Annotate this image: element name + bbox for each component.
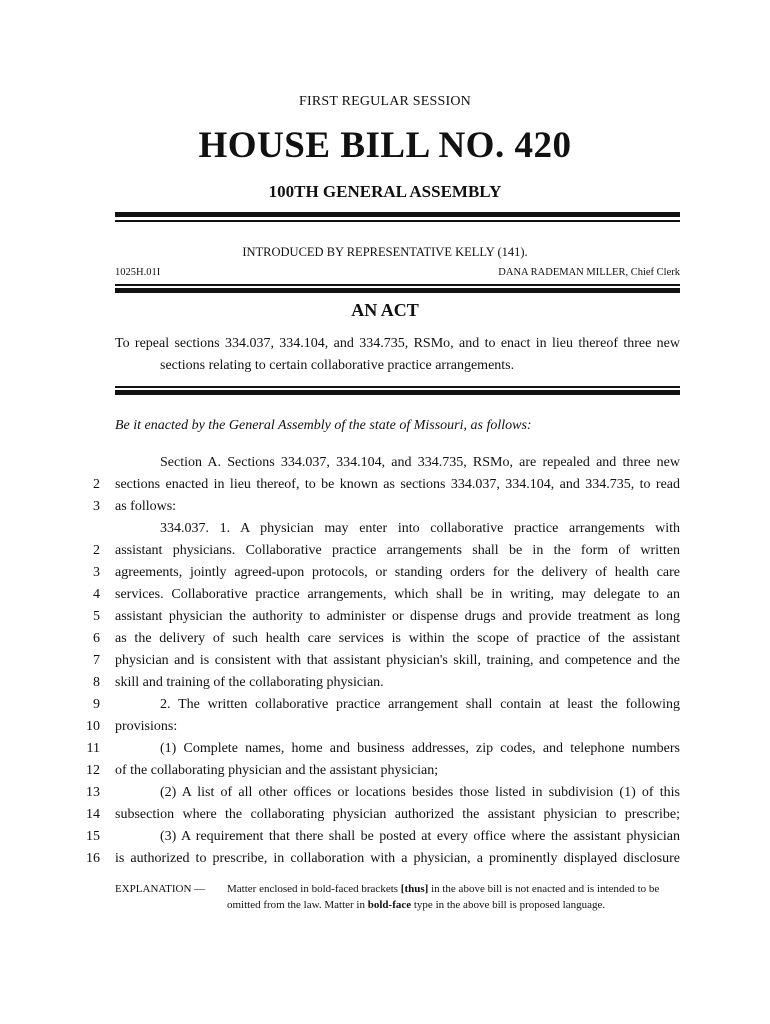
line-text: (1) Complete names, home and business addresses, zip codes, and telephone numbers [160,741,680,756]
bill-line [0,738,770,760]
act-heading: AN ACT [351,300,419,320]
bracket-example: [thus] [400,883,429,895]
line-text: as follows: [115,499,177,514]
line-text: 334.037. 1. A physician may enter into collaborative practice arrangements with [160,521,680,536]
bill-line [0,562,770,584]
bill-line [0,452,770,474]
line-number: 5 [93,609,100,624]
line-text: as the delivery of such health care services is within the scope of practice of the assistant [115,631,680,646]
chief-clerk: DANA RADEMAN MILLER, Chief Clerk [498,267,680,278]
explanation-text-part-3: type in the above bill is proposed language. [411,899,606,911]
assembly-heading: 100TH GENERAL ASSEMBLY [268,182,502,201]
bill-line [0,650,770,672]
line-text: (3) A requirement that there shall be posted at every office where the assistant physician [160,829,680,844]
session-heading: FIRST REGULAR SESSION [299,94,471,109]
clerk-rule-thick [115,288,680,293]
line-number: 16 [86,851,100,866]
bill-line [0,672,770,694]
bold-example: bold-face [367,899,412,911]
line-text: sections enacted in lieu thereof, to be known as sections 334.037, 334.104, and 334.735, to read [115,477,680,492]
bill-code: 1025H.01I [115,267,161,278]
line-text: provisions: [115,719,178,734]
line-text: is authorized to prescribe, in collaboration with a physician, a prominently displayed disclosure [115,851,680,866]
bill-line [0,760,770,782]
title-rule-thick [115,390,680,395]
line-number: 6 [93,631,100,646]
bill-line [0,716,770,738]
bill-line [0,848,770,870]
bill-line [0,496,770,518]
line-text: assistant physician the authority to administer or dispense drugs and provide treatment as long [115,609,680,624]
line-text: agreements, jointly agreed-upon protocols, or standing orders for the delivery of health care [115,565,680,580]
bill-line [0,804,770,826]
bill-line [0,628,770,650]
line-text: services. Collaborative practice arrangements, which shall be in writing, may delegate to an [115,587,680,602]
line-text: subsection where the collaborating physician authorized the assistant physician to prescribe; [115,807,680,822]
explanation-text-part-1: Matter enclosed in bold-faced brackets [227,883,401,895]
line-text: Section A. Sections 334.037, 334.104, and 334.735, RSMo, are repealed and three new [160,455,680,470]
explanation-label: EXPLANATION — [115,883,206,895]
line-number: 14 [86,807,100,822]
act-title-line-1: To repeal sections 334.037, 334.104, and 334.735, RSMo, and to enact in lieu thereof three new [115,336,680,351]
line-number: 7 [93,653,100,668]
bill-line [0,518,770,540]
act-title-line-2: sections relating to certain collaborative practice arrangements. [160,358,515,373]
explanation-text [227,881,680,913]
enacting-clause: Be it enacted by the General Assembly of the state of Missouri, as follows: [115,418,532,433]
line-number: 8 [93,675,100,690]
header-rule-thick [115,212,680,217]
line-text: 2. The written collaborative practice arrangement shall contain at least the following [160,697,680,712]
line-text: physician and is consistent with that assistant physician's skill, training, and competence and the [115,653,680,668]
clerk-rule-thin [115,284,680,286]
line-number: 9 [93,697,100,712]
line-number: 13 [86,785,100,800]
line-text: assistant physicians. Collaborative practice arrangements shall be in the form of written [115,543,680,558]
title-rule-thin [115,386,680,388]
line-number: 10 [86,719,100,734]
bill-line [0,826,770,848]
line-number: 3 [93,565,100,580]
explanation-text-part-2: in the above bill is not enacted and is intended to be omitted from the law. Matter in [227,883,660,911]
header-rule-thin [115,220,680,222]
line-number: 11 [86,741,100,756]
act-title [115,333,680,377]
line-number: 2 [93,477,100,492]
bill-title: HOUSE BILL NO. 420 [198,125,572,166]
bill-line [0,540,770,562]
line-text: of the collaborating physician and the assistant physician; [115,763,439,778]
bill-line [0,782,770,804]
bill-line [0,606,770,628]
bill-line [0,694,770,716]
line-number: 12 [86,763,100,778]
bill-line [0,474,770,496]
line-text: (2) A list of all other offices or locations besides those listed in subdivision (1) of this [160,785,680,800]
line-text: skill and training of the collaborating physician. [115,675,384,690]
introduced-by: INTRODUCED BY REPRESENTATIVE KELLY (141). [242,245,528,259]
line-number: 15 [86,829,100,844]
line-number: 4 [93,587,100,602]
line-number: 2 [93,543,100,558]
bill-line [0,584,770,606]
line-number: 3 [93,499,100,514]
